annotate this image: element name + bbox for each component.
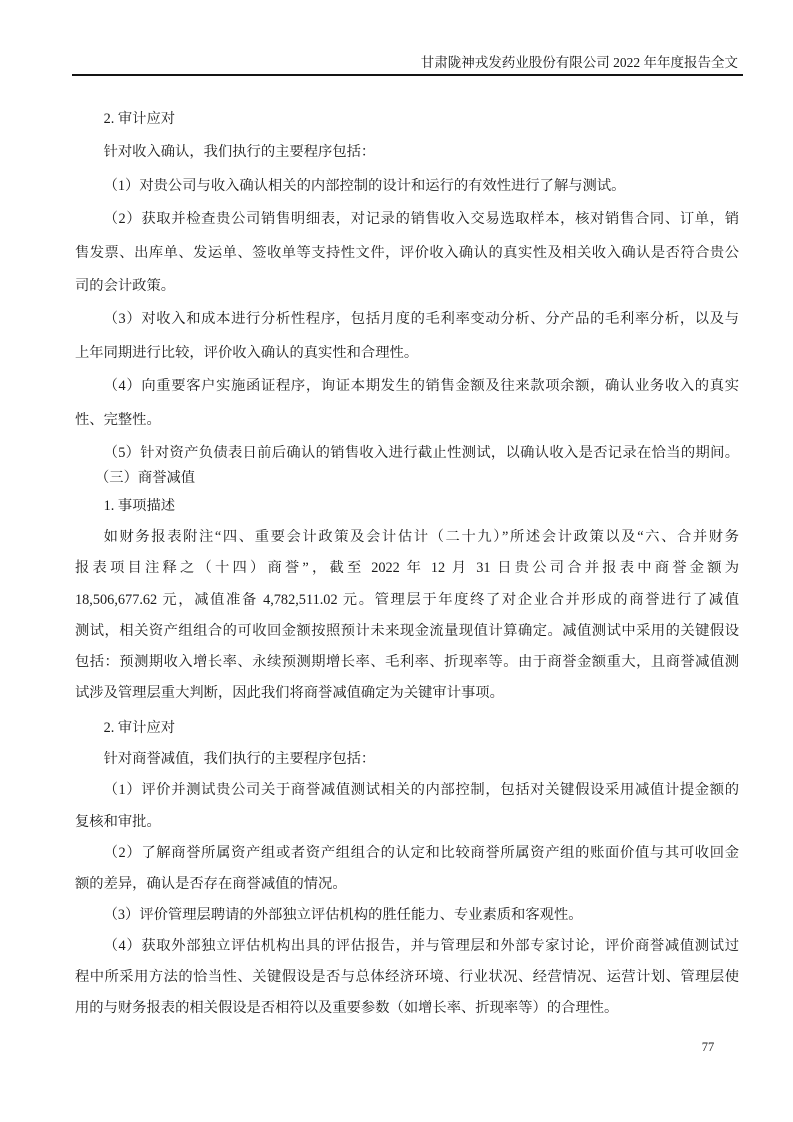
text-line: （3）评价管理层聘请的外部独立评估机构的胜任能力、专业素质和客观性。 — [103, 907, 583, 923]
text-line: （2）获取并检查贵公司销售明细表，对记录的销售收入交易选取样本，核对销售合同、订单，销 — [103, 211, 739, 227]
text-line: 售发票、出库单、发运单、签收单等支持性文件，评价收入确认的真实性及相关收入确认是否符合贵公 — [75, 245, 739, 261]
text-line: 1. 事项描述 — [103, 498, 176, 514]
text-line: 2. 审计应对 — [103, 111, 176, 127]
text-line: （三）商誉减值 — [95, 470, 196, 486]
text-line: （4）获取外部独立评估机构出具的评估报告，并与管理层和外部专家讨论，评价商誉减值测试过 — [103, 938, 739, 954]
text-line: 报表项目注释之（十四）商誉”，截至 2022 年 12 月 31 日贵公司合并报表中商誉金额为 — [75, 560, 739, 576]
text-line: （1）评价并测试贵公司关于商誉减值测试相关的内部控制，包括对关键假设采用减值计提金额的 — [103, 782, 739, 798]
text-line: 2. 审计应对 — [103, 720, 176, 736]
text-line: 司的会计政策。 — [75, 278, 176, 294]
text-line: （3）对收入和成本进行分析性程序，包括月度的毛利率变动分析、分产品的毛利率分析，以及与 — [103, 311, 739, 327]
text-line: 测试，相关资产组组合的可收回金额按照预计未来现金流量现值计算确定。减值测试中采用的关键假设 — [75, 623, 739, 639]
text-line: （4）向重要客户实施函证程序，询证本期发生的销售金额及往来款项余额，确认业务收入的真实 — [103, 378, 739, 394]
text-line: 如财务报表附注“四、重要会计政策及会计估计（二十九）”所述会计政策以及“六、合并财务 — [103, 529, 739, 545]
text-line: （1）对贵公司与收入确认相关的内部控制的设计和运行的有效性进行了解与测试。 — [103, 178, 626, 194]
text-line: 针对收入确认，我们执行的主要程序包括： — [103, 144, 376, 160]
text-line: 包括：预测期收入增长率、永续预测期增长率、毛利率、折现率等。由于商誉金额重大，且商誉减值测 — [75, 654, 739, 670]
text-line: 额的差异，确认是否存在商誉减值的情况。 — [75, 876, 347, 892]
text-line: 用的与财务报表的相关假设是否相符以及重要参数（如增长率、折现率等）的合理性。 — [75, 1000, 619, 1016]
text-line: 18,506,677.62 元，减值准备 4,782,511.02 元。管理层于年度终了对企业合并形成的商誉进行了减值 — [75, 592, 739, 608]
text-line: （2）了解商誉所属资产组或者资产组组合的认定和比较商誉所属资产组的账面价值与其可收回金 — [103, 845, 739, 861]
report-header-title: 甘肃陇神戎发药业股份有限公司 2022 年年度报告全文 — [420, 55, 738, 70]
text-line: 上年同期进行比较，评价收入确认的真实性和合理性。 — [75, 345, 419, 361]
text-line: 程中所采用方法的恰当性、关键假设是否与总体经济环境、行业状况、经营情况、运营计划、管理层使 — [75, 969, 739, 985]
page-number: 77 — [701, 1040, 715, 1054]
header-rule — [72, 74, 743, 76]
text-line: （5）针对资产负债表日前后确认的销售收入进行截止性测试，以确认收入是否记录在恰当的期间。 — [103, 445, 739, 461]
text-line: 针对商誉减值，我们执行的主要程序包括： — [103, 751, 376, 767]
text-line: 复核和审批。 — [75, 814, 161, 830]
text-line: 性、完整性。 — [75, 412, 161, 428]
text-line: 试涉及管理层重大判断，因此我们将商誉减值确定为关键审计事项。 — [75, 685, 504, 701]
